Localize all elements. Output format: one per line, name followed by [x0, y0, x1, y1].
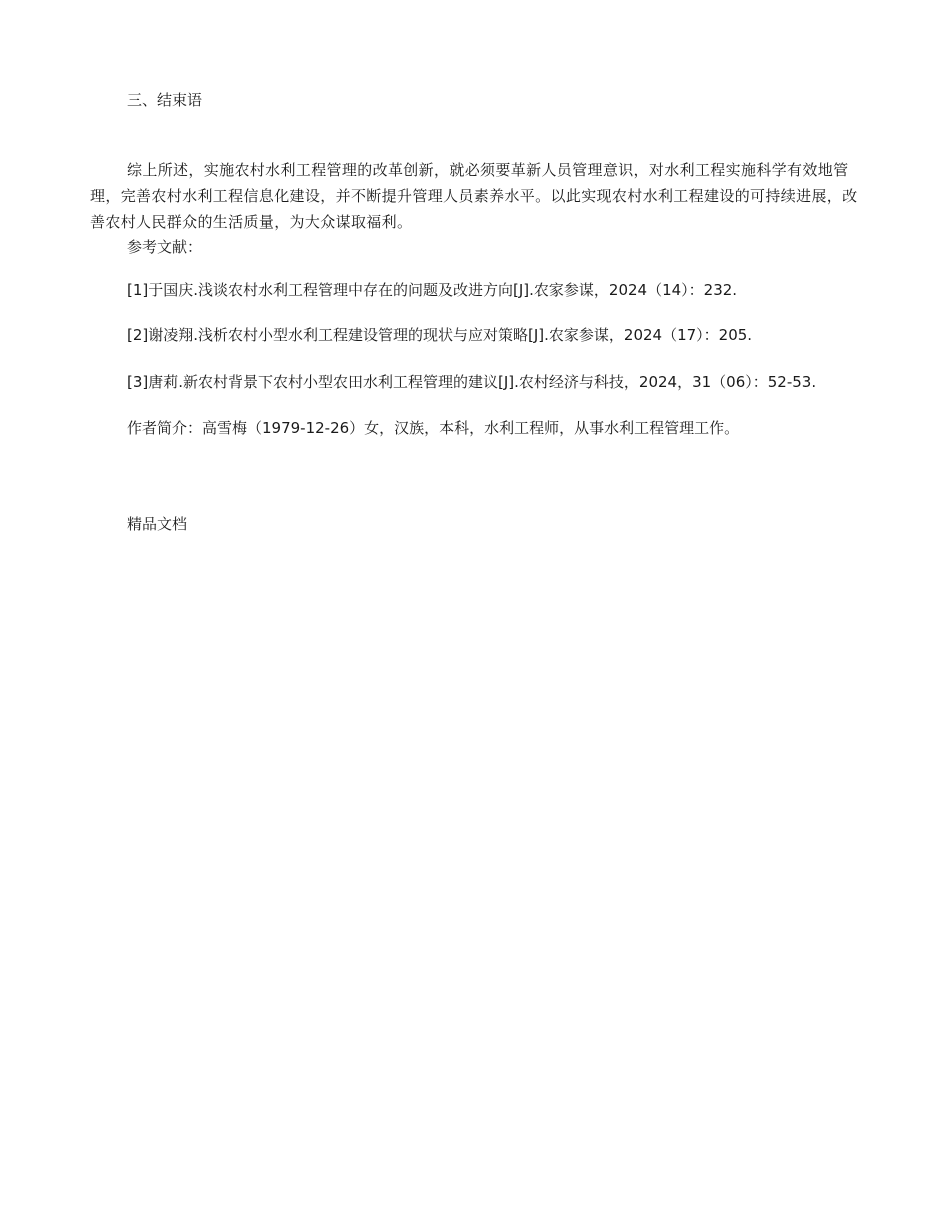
reference-item: [2]谢凌翔.浅析农村小型水利工程建设管理的现状与应对策略[J].农家参谋，2024（17）：205. [127, 326, 753, 344]
section-heading: 三、结束语 [127, 91, 203, 109]
reference-item: [3]唐莉.新农村背景下农村小型农田水利工程管理的建议[J].农村经济与科技，2024，31（06）：52-53. [127, 373, 817, 391]
conclusion-paragraph: 综上所述，实施农村水利工程管理的改革创新，就必须要革新人员管理意识，对水利工程实施科学有效地管理，完善农村水利工程信息化建设，并不断提升管理人员素养水平。以此实现农村水利工程建设的可持续进展，改善农村人民群众的生活质量，为大众谋取福利。 [90, 161, 858, 231]
references-heading: 参考文献： [127, 238, 203, 256]
footer-mark: 精品文档 [127, 515, 188, 533]
author-bio: 作者简介：高雪梅（1979-12-26）女，汉族，本科，水利工程师，从事水利工程管理工作。 [127, 419, 740, 437]
reference-item: [1]于国庆.浅谈农村水利工程管理中存在的问题及改进方向[J].农家参谋，2024（14）：232. [127, 281, 738, 299]
